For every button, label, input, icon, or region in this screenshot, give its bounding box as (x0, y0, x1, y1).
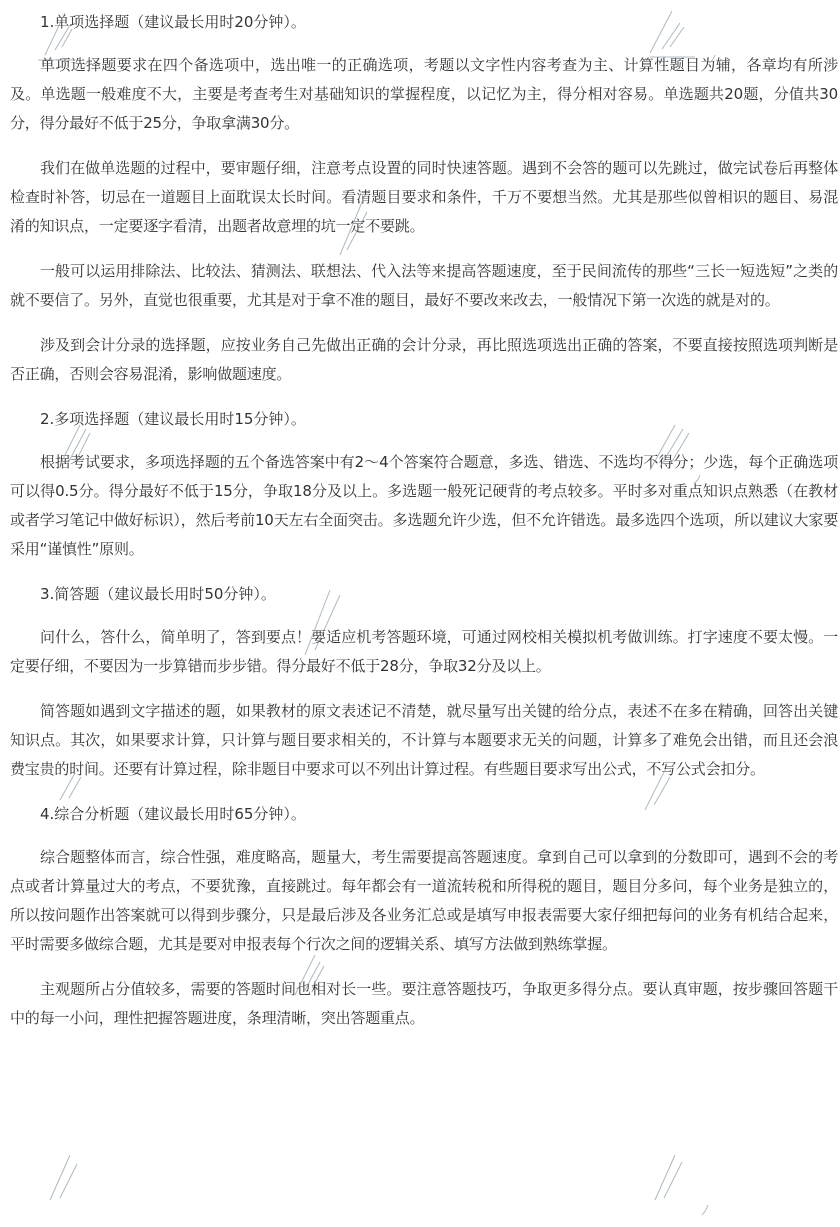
watermark-icon (650, 1150, 720, 1220)
paragraph: 我们在做单选题的过程中，要审题仔细，注意考点设置的同时快速答题。遇到不会答的题可以先跳过，做完试卷后再整体检查时补答，切忌在一道题目上面耽误太长时间。看清题目要求和条件，千万不要想当然。尤其是那些似曾相识的题目、易混淆的知识点，一定要逐字看清，出题者故意埋的坑一定不要跳。 (10, 159, 838, 235)
paragraph: 涉及到会计分录的选择题，应按业务自己先做出正确的会计分录，再比照选项选出正确的答案，不要直接按照选项判断是否正确，否则会容易混淆，影响做题速度。 (10, 336, 838, 383)
section-single-choice (10, 8, 838, 389)
section-multiple-choice (10, 405, 838, 564)
section-short-answer (10, 580, 838, 784)
paragraph: 简答题如遇到文字描述的题，如果教材的原文表述记不清楚，就尽量写出关键的给分点，表述不在多在精确，回答出关键知识点。其次，如果要求计算，只计算与题目要求相关的，不计算与本题要求无关的问题，计算多了难免会出错，而且还会浪费宝贵的时间。还要有计算过程，除非题目中要求可以不列出计算过程。有些题目要求写出公式，不写公式会扣分。 (10, 702, 838, 778)
paragraph: 问什么，答什么，简单明了，答到要点！要适应机考答题环境，可通过网校相关模拟机考做训练。打字速度不要太慢。一定要仔细，不要因为一步算错而步步错。得分最好不低于28分，争取32分及以上。 (10, 628, 838, 675)
paragraph: 一般可以运用排除法、比较法、猜测法、联想法、代入法等来提高答题速度，至于民间流传的那些“三长一短选短”之类的就不要信了。另外，直觉也很重要，尤其是对于拿不准的题目，最好不要改来改去，一般情况下第一次选的就是对的。 (10, 262, 838, 309)
article-body (10, 0, 838, 1049)
section-heading: 4.综合分析题（建议最长用时65分钟）。 (40, 805, 306, 823)
paragraph: 综合题整体而言，综合性强，难度略高，题量大，考生需要提高答题速度。拿到自己可以拿到的分数即可，遇到不会的考点或者计算量过大的考点，不要犹豫，直接跳过。每年都会有一道流转税和所得税的题目，题目分多问，每个业务是独立的，所以按问题作出答案就可以得到步骤分，只是最后涉及各业务汇总或是填写申报表需要大家仔细把每问的业务有机结合起来，平时需要多做综合题，尤其是要对申报表每个行次之间的逻辑关系、填写方法做到熟练掌握。 (10, 848, 838, 953)
paragraph: 根据考试要求，多项选择题的五个备选答案中有2～4个答案符合题意，多选、错选、不选均不得分；少选，每个正确选项可以得0.5分。得分最好不低于15分，争取18分及以上。多选题一般死记硬背的考点较多。平时多对重点知识点熟悉（在教材或者学习笔记中做好标识），然后考前10天左右全面突击。多选题允许少选，但不允许错选。最多选四个选项，所以建议大家要采用“谨慎性”原则。 (10, 453, 838, 558)
watermark-icon (45, 1150, 95, 1210)
paragraph: 主观题所占分值较多，需要的答题时间也相对长一些。要注意答题技巧，争取更多得分点。要认真审题，按步骤回答题干中的每一小问，理性把握答题进度，条理清晰，突出答题重点。 (10, 980, 838, 1027)
section-heading: 2.多项选择题（建议最长用时15分钟）。 (40, 410, 306, 428)
section-heading: 1.单项选择题（建议最长用时20分钟）。 (40, 13, 306, 31)
section-heading: 3.简答题（建议最长用时50分钟）。 (40, 585, 276, 603)
section-comprehensive (10, 800, 838, 1033)
paragraph: 单项选择题要求在四个备选项中，选出唯一的正确选项，考题以文字性内容考查为主、计算性题目为辅，各章均有所涉及。单选题一般难度不大，主要是考查考生对基础知识的掌握程度，以记忆为主，得分相对容易。单选题共20题，分值共30分，得分最好不低于25分，争取拿满30分。 (10, 56, 838, 132)
